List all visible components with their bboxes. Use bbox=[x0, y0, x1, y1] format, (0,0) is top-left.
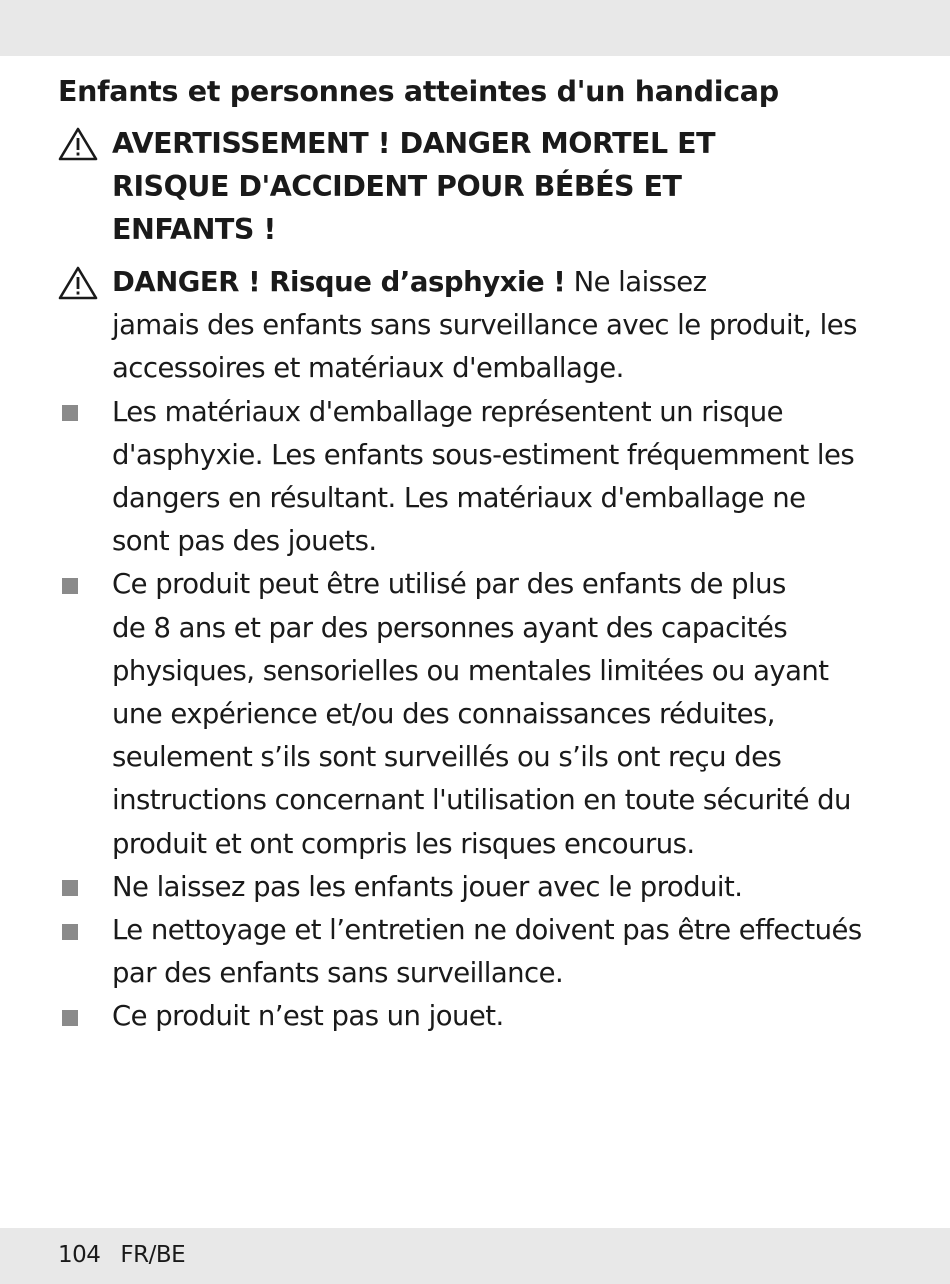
warning-line: AVERTISSEMENT ! DANGER MORTEL ET bbox=[112, 127, 716, 160]
text-line: produit et ont compris les risques encourus. bbox=[112, 827, 695, 860]
danger-line: jamais des enfants sans surveillance avec le produit, les bbox=[112, 309, 857, 342]
square-bullet-icon bbox=[62, 924, 78, 940]
list-item-text bbox=[112, 995, 882, 1038]
text-line: Le nettoyage et l’entretien ne doivent pas être effectués bbox=[112, 914, 862, 947]
section-title: Enfants et personnes atteintes d'un handicap bbox=[58, 75, 779, 108]
text-line: d'asphyxie. Les enfants sous-estiment fréquemment les bbox=[112, 438, 855, 471]
text-line: Ce produit n’est pas un jouet. bbox=[112, 1000, 504, 1033]
text-line: sont pas des jouets. bbox=[112, 525, 377, 558]
warning-line: ENFANTS ! bbox=[112, 213, 276, 246]
square-bullet-icon bbox=[62, 1010, 78, 1026]
danger-rest: Ne laissez bbox=[573, 266, 707, 298]
square-bullet-icon bbox=[62, 405, 78, 421]
danger-text bbox=[112, 261, 882, 391]
text-line: instructions concernant l'utilisation en toute sécurité du bbox=[112, 784, 851, 817]
warning-triangle-icon bbox=[58, 266, 98, 300]
danger-line: accessoires et matériaux d'emballage. bbox=[112, 352, 624, 385]
danger-lead: DANGER ! Risque d’asphyxie ! bbox=[112, 266, 566, 298]
text-line: Ce produit peut être utilisé par des enfants de plus bbox=[112, 568, 786, 601]
warning-triangle-icon bbox=[58, 127, 98, 161]
danger-block bbox=[58, 261, 888, 391]
text-line: Les matériaux d'emballage représentent un risque bbox=[112, 395, 783, 428]
list-item-text bbox=[112, 909, 882, 995]
locale-code: FR/BE bbox=[120, 1242, 186, 1268]
square-bullet-icon bbox=[62, 880, 78, 896]
warning-line: RISQUE D'ACCIDENT POUR BÉBÉS ET bbox=[112, 170, 682, 203]
danger-mark bbox=[58, 261, 112, 304]
page-content bbox=[58, 72, 888, 1039]
list-item bbox=[58, 995, 888, 1038]
text-line: physiques, sensorielles ou mentales limitées ou ayant bbox=[112, 654, 829, 687]
warning-block bbox=[58, 122, 888, 251]
list-item bbox=[58, 563, 888, 865]
list-item bbox=[58, 909, 888, 995]
text-line: de 8 ans et par des personnes ayant des capacités bbox=[112, 611, 788, 644]
list-item bbox=[58, 866, 888, 909]
text-line: seulement s’ils sont surveillés ou s’ils ont reçu des bbox=[112, 741, 782, 774]
top-band bbox=[0, 0, 950, 56]
list-item-text bbox=[112, 391, 882, 564]
text-line: par des enfants sans surveillance. bbox=[112, 957, 564, 990]
list-item bbox=[58, 391, 888, 564]
warning-text bbox=[112, 122, 852, 251]
safety-bullet-list bbox=[58, 391, 888, 1039]
square-bullet-icon bbox=[62, 578, 78, 594]
page-number: 104 bbox=[58, 1242, 101, 1268]
text-line: une expérience et/ou des connaissances réduites, bbox=[112, 698, 775, 731]
warning-mark bbox=[58, 122, 112, 165]
list-item-text bbox=[112, 866, 882, 909]
page-footer bbox=[58, 1242, 185, 1268]
text-line: dangers en résultant. Les matériaux d'emballage ne bbox=[112, 482, 806, 515]
text-line: Ne laissez pas les enfants jouer avec le produit. bbox=[112, 870, 743, 903]
danger-first-line bbox=[112, 261, 882, 304]
list-item-text bbox=[112, 563, 882, 865]
